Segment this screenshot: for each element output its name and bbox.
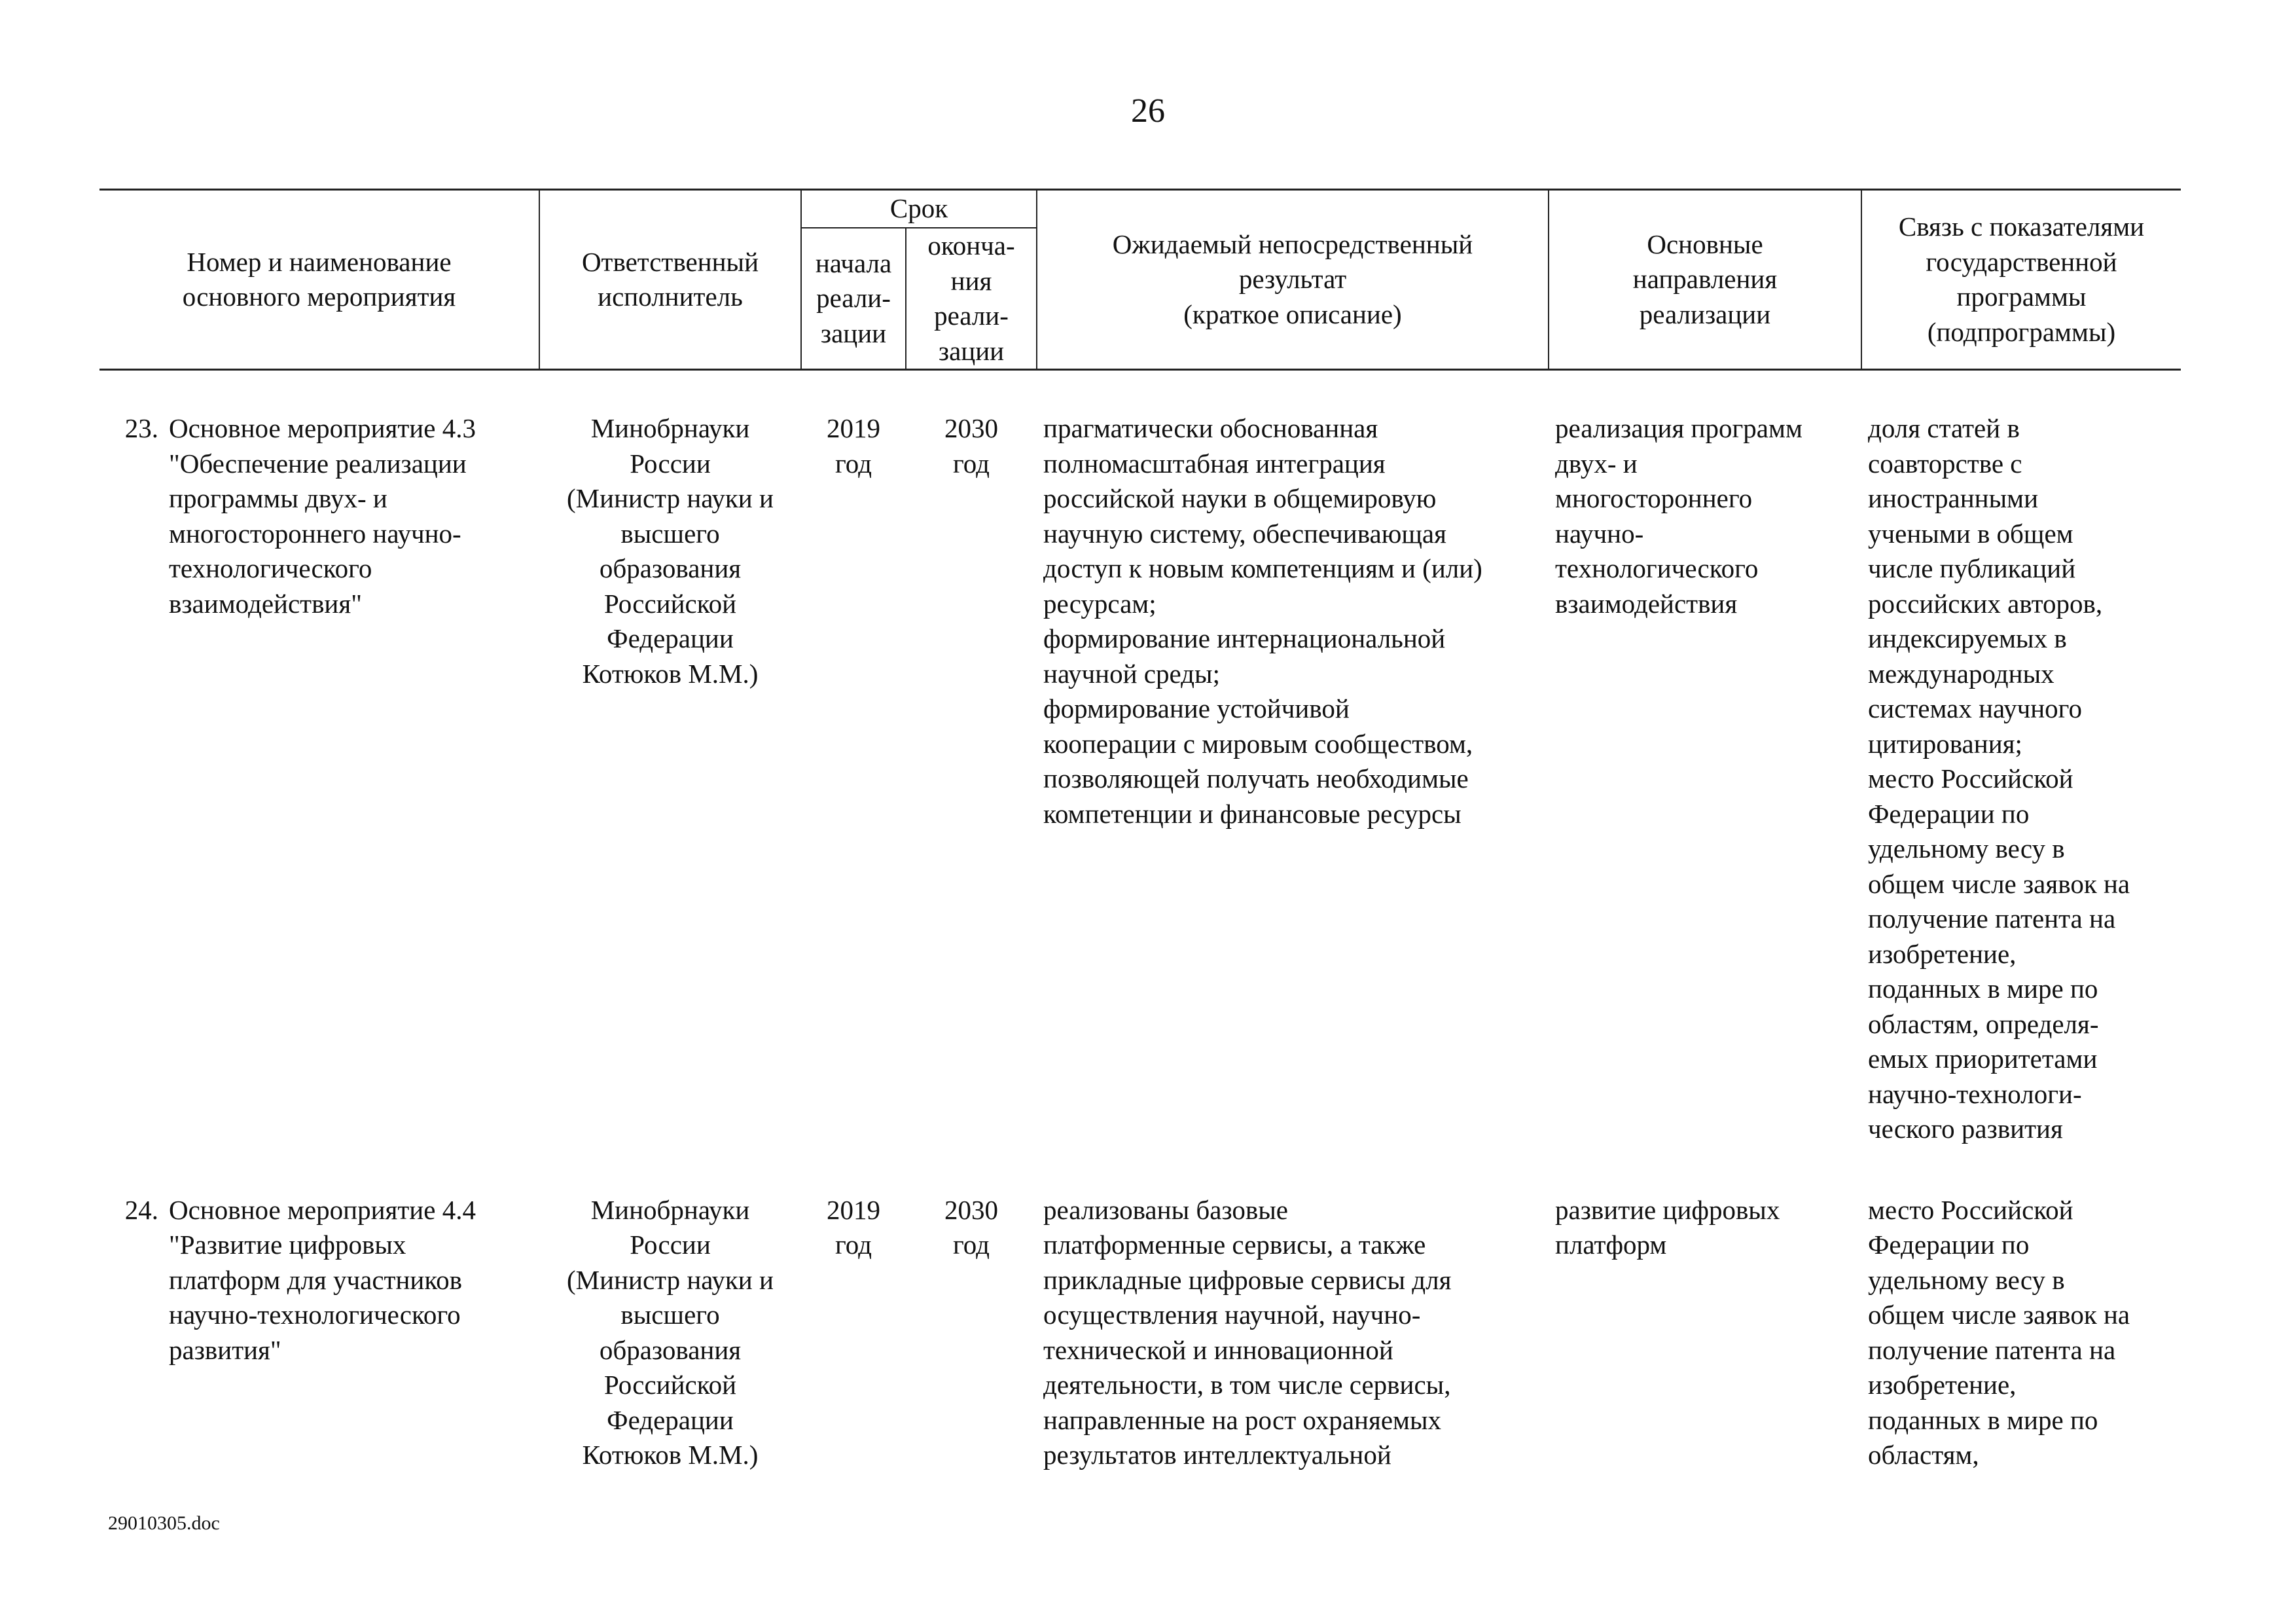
text-line: получение патента на (1868, 1334, 2116, 1365)
text-line: технической и инновационной (1043, 1334, 1393, 1365)
text-line: 2019 (827, 413, 880, 443)
text-line: 2030 (944, 1194, 998, 1225)
start-year-cell (801, 411, 906, 1193)
executor-cell (539, 411, 801, 1193)
text-line: позволяющей получать необходимые (1043, 763, 1469, 793)
text-line: России (630, 448, 711, 479)
text-line: осуществления научной, научно- (1043, 1300, 1421, 1330)
text-line: многостороннего (1555, 483, 1753, 513)
text-line: многостороннего научно- (169, 518, 461, 549)
result-cell (1037, 411, 1549, 1193)
directions-cell (1549, 411, 1861, 1193)
text-line: образования (599, 553, 742, 583)
text-line: научной среды; (1043, 658, 1220, 689)
measure-cell (99, 1193, 539, 1473)
text-line: двух- и (1555, 448, 1638, 479)
text-line: цитирования; (1868, 728, 2022, 759)
text-line: Федерации по (1868, 1230, 2030, 1260)
measure-cell (99, 411, 539, 1193)
header-program-link (1861, 190, 2181, 370)
text-line: основного мероприятия (182, 282, 456, 312)
text-line: формирование интернациональной (1043, 623, 1446, 653)
text-line: реализация программ (1555, 413, 1803, 443)
text-line: год (835, 1230, 872, 1260)
text-line: технологического (1555, 553, 1759, 583)
text-line: результатов интеллектуальной (1043, 1440, 1391, 1470)
text-line: Минобрнауки (590, 413, 750, 443)
text-line: развития" (169, 1334, 281, 1365)
text-line: место Российской (1868, 1194, 2073, 1225)
link-cell (1861, 1193, 2181, 1473)
text-line: формирование устойчивой (1043, 693, 1350, 723)
text-line: России (630, 1230, 711, 1260)
text-line: реали- (934, 301, 1009, 331)
text-line: образования (599, 1334, 742, 1365)
text-line: Номер и наименование (187, 246, 452, 277)
text-line: Котюков М.М.) (582, 658, 759, 689)
measure-name (169, 411, 533, 621)
text-line: доля статей в (1868, 413, 2020, 443)
text-line: 2030 (944, 413, 998, 443)
executor-cell (539, 1193, 801, 1473)
header-end (906, 228, 1037, 370)
text-line: прикладные цифровые сервисы для (1043, 1264, 1452, 1295)
text-line: (Министр науки и (567, 1264, 774, 1295)
text-line: "Обеспечение реализации (169, 448, 467, 479)
text-line: Ожидаемый непосредственный (1112, 228, 1473, 259)
text-line: программы (1956, 282, 2087, 312)
text-line: общем числе заявок на (1868, 868, 2130, 899)
text-line: научно-технологического (169, 1300, 461, 1330)
text-line: Основные (1647, 228, 1763, 259)
text-line: зации (938, 335, 1005, 366)
text-line: емых приоритетами (1868, 1044, 2098, 1074)
text-line: кооперации с мировым сообществом, (1043, 728, 1473, 759)
text-line: общем числе заявок на (1868, 1300, 2130, 1330)
text-line: Котюков М.М.) (582, 1440, 759, 1470)
text-line: российских авторов, (1868, 588, 2103, 619)
text-line: индексируемых в (1868, 623, 2067, 653)
text-line: направления (1632, 264, 1778, 295)
text-line: удельному весу в (1868, 833, 2065, 864)
text-line: высшего (620, 1300, 720, 1330)
row-number: 23. (124, 413, 158, 443)
directions-cell (1549, 1193, 1861, 1473)
header-main-directions (1549, 190, 1861, 370)
text-line: поданных в мире по (1868, 1404, 2098, 1435)
text-line: прагматически обоснованная (1043, 413, 1378, 443)
text-line: программы двух- и (169, 483, 387, 513)
text-line: изобретение, (1868, 1370, 2017, 1400)
text-line: год (835, 448, 872, 479)
text-line: год (953, 1230, 990, 1260)
text-line: реализованы базовые (1043, 1194, 1288, 1225)
text-line: реали- (816, 283, 891, 314)
text-line: российской науки в общемировую (1043, 483, 1437, 513)
text-line: компетенции и финансовые ресурсы (1043, 798, 1462, 829)
text-line: изобретение, (1868, 938, 2017, 969)
header-start (801, 228, 906, 370)
text-line: научно-технологи- (1868, 1078, 2082, 1109)
text-line: (Министр науки и (567, 483, 774, 513)
text-line: "Развитие цифровых (169, 1230, 406, 1260)
end-year-cell (906, 1193, 1037, 1473)
text-line: направленные на рост охраняемых (1043, 1404, 1442, 1435)
text-line: полномасштабная интеграция (1043, 448, 1386, 479)
text-line: начала (815, 247, 892, 278)
table-row (99, 411, 2181, 1193)
text-line: соавторстве с (1868, 448, 2022, 479)
start-year-cell (801, 1193, 906, 1473)
text-line: Связь с показателями (1898, 211, 2145, 242)
text-line: удельному весу в (1868, 1264, 2065, 1295)
footer-filename: 29010305.doc (108, 1512, 220, 1534)
text-line: 2019 (827, 1194, 880, 1225)
text-line: исполнитель (598, 282, 743, 312)
text-line: высшего (620, 518, 720, 549)
header-measure-name (99, 190, 539, 370)
text-line: (подпрограммы) (1927, 316, 2116, 347)
text-line: технологического (169, 553, 372, 583)
row-number: 24. (124, 1194, 158, 1225)
text-line: оконча- (927, 230, 1015, 261)
text-line: учеными в общем (1868, 518, 2073, 549)
text-line: Основное мероприятие 4.4 (169, 1194, 476, 1225)
text-line: деятельности, в том числе сервисы, (1043, 1370, 1451, 1400)
text-line: Российской (603, 588, 737, 619)
text-line: место Российской (1868, 763, 2073, 793)
text-line: государственной (1926, 246, 2117, 277)
text-line: областям, (1868, 1440, 1979, 1470)
text-line: областям, определя- (1868, 1008, 2099, 1039)
text-line: результат (1238, 264, 1347, 295)
text-line: ния (950, 265, 992, 296)
text-line: международных (1868, 658, 2054, 689)
text-line: Минобрнауки (590, 1194, 750, 1225)
text-line: системах научного (1868, 693, 2082, 723)
text-line: научную систему, обеспечивающая (1043, 518, 1446, 549)
header-term: Срок (801, 190, 1037, 228)
text-line: ческого развития (1868, 1114, 2063, 1144)
text-line: платформ для участников (169, 1264, 463, 1295)
text-line: доступ к новым компетенциям и (или) (1043, 553, 1482, 583)
text-line: развитие цифровых (1555, 1194, 1780, 1225)
page-number: 26 (1131, 92, 1165, 130)
text-line: поданных в мире по (1868, 974, 2098, 1004)
text-line: взаимодействия (1555, 588, 1738, 619)
measures-table (99, 189, 2181, 1473)
text-line: Федерации по (1868, 798, 2030, 829)
text-line: иностранными (1868, 483, 2039, 513)
text-line: ресурсам; (1043, 588, 1157, 619)
text-line: взаимодействия" (169, 588, 362, 619)
text-line: Основное мероприятие 4.3 (169, 413, 476, 443)
text-line: платформ (1555, 1230, 1667, 1260)
link-cell (1861, 411, 2181, 1193)
text-line: числе публикаций (1868, 553, 2076, 583)
text-line: платформенные сервисы, а также (1043, 1230, 1426, 1260)
end-year-cell (906, 411, 1037, 1193)
text-line: Российской (603, 1370, 737, 1400)
result-cell (1037, 1193, 1549, 1473)
header-executor (539, 190, 801, 370)
text-line: научно- (1555, 518, 1644, 549)
text-line: год (953, 448, 990, 479)
measure-name (169, 1193, 533, 1368)
table-row (99, 1193, 2181, 1473)
header-expected-result (1037, 190, 1549, 370)
text-line: Федерации (607, 1404, 734, 1435)
text-line: Ответственный (581, 246, 759, 277)
text-line: реализации (1639, 299, 1771, 329)
text-line: зации (820, 318, 887, 348)
text-line: (краткое описание) (1183, 299, 1402, 329)
text-line: Федерации (607, 623, 734, 653)
text-line: получение патента на (1868, 903, 2116, 934)
